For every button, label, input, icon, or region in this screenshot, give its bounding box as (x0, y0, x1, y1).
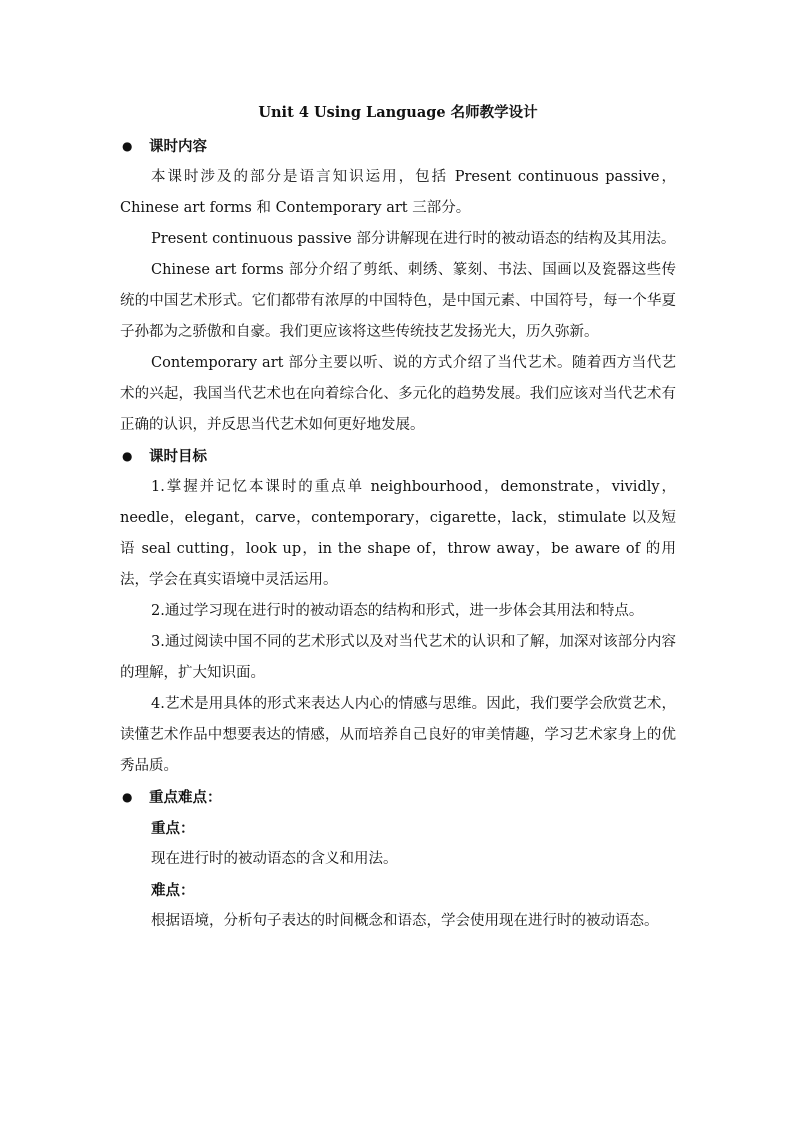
focus-label: 重点： (151, 820, 195, 837)
section-heading-content (120, 131, 676, 162)
content-paragraph: 本课时涉及的部分是语言知识运用，包括 Present continuous passive，Chinese art forms 和 Contemporary art 三部分。 (120, 169, 676, 216)
content-paragraph: Present continuous passive 部分讲解现在进行时的被动语态的结构及其用法。 (151, 231, 676, 247)
objective-paragraph: 3.通过阅读中国不同的艺术形式以及对当代艺术的认识和了解，加深对该部分内容的理解，扩大知识面。 (120, 634, 676, 681)
content-paragraph: Chinese art forms 部分介绍了剪纸、刺绣、篆刻、书法、国画以及瓷器这些传统的中国艺术形式。它们都带有浓厚的中国特色，是中国元素、中国符号，每一个华夏子孙都为之骄傲和自豪。我们更应该将这些传统技艺发扬光大，历久弥新。 (120, 262, 676, 340)
difficulty-label: 难点： (151, 882, 195, 899)
section-heading-key-points (120, 782, 676, 813)
document-title: Unit 4 Using Language 名师教学设计 (258, 104, 538, 121)
bullet-icon: ● (122, 139, 133, 153)
section-heading-label: 课时目标 (149, 448, 207, 465)
objective-paragraph: 2.通过学习现在进行时的被动语态的结构和形式，进一步体会其用法和特点。 (151, 603, 644, 619)
bullet-icon: ● (122, 449, 133, 463)
section-heading-objectives (120, 441, 676, 472)
section-heading-label: 课时内容 (149, 138, 207, 155)
objective-paragraph: 4.艺术是用具体的形式来表达人内心的情感与思维。因此，我们要学会欣赏艺术，读懂艺术作品中想要表达的情感，从而培养自己良好的审美情趣，学习艺术家身上的优秀品质。 (120, 696, 676, 774)
focus-text: 现在进行时的被动语态的含义和用法。 (151, 851, 398, 867)
section-heading-label: 重点难点： (149, 789, 222, 806)
bullet-icon: ● (122, 790, 133, 804)
difficulty-text: 根据语境，分析句子表达的时间概念和语态，学会使用现在进行时的被动语态。 (151, 913, 659, 929)
content-paragraph: Contemporary art 部分主要以听、说的方式介绍了当代艺术。随着西方当代艺术的兴起，我国当代艺术也在向着综合化、多元化的趋势发展。我们应该对当代艺术有正确的认识，并反思当代艺术如何更好地发展。 (120, 355, 676, 433)
objective-paragraph: 1.掌握并记忆本课时的重点单 neighbourhood，demonstrate，vividly，needle，elegant，carve，contemporary，cigarette，lack，stimulate 以及短语 seal cutting，look up，in the shape of，throw away，be aware of 的用法，学会在真实语境中灵活运用。 (120, 479, 676, 588)
